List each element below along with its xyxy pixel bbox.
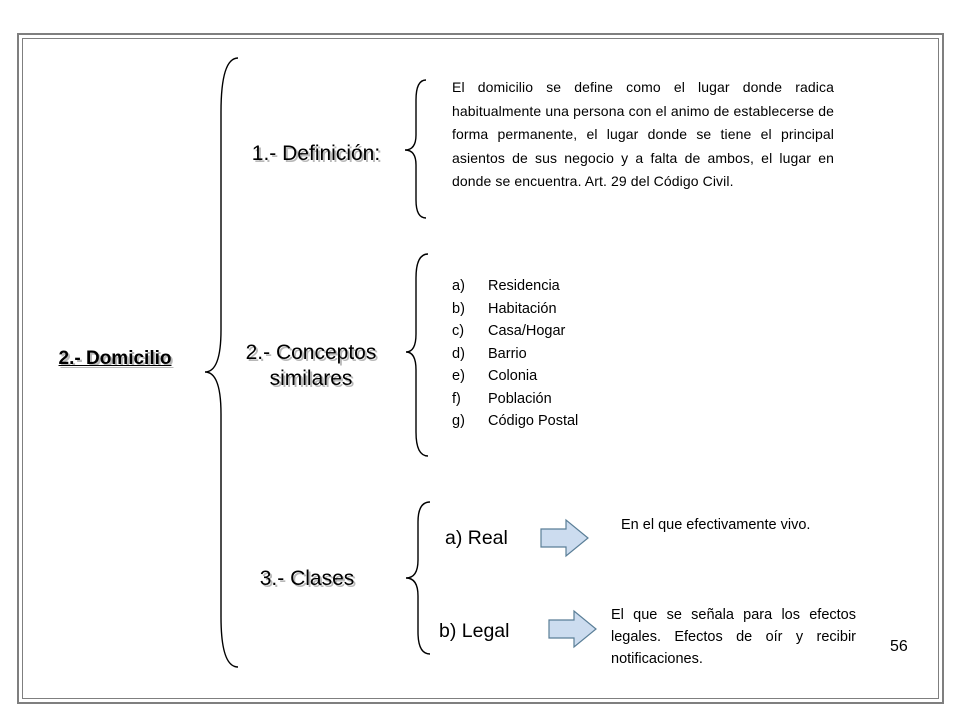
- list-marker: c): [452, 323, 465, 339]
- list-marker: e): [452, 368, 465, 384]
- list-item-label: Código Postal: [488, 413, 579, 429]
- branch-title-line: similares: [269, 367, 353, 390]
- list-item: [452, 388, 578, 411]
- list-marker: d): [452, 345, 465, 362]
- definicion-brace: [405, 80, 426, 218]
- list-item-label: Población: [488, 390, 552, 407]
- list-item: [452, 365, 578, 388]
- class-description-real: En el que efectivamente vivo.: [621, 517, 811, 533]
- branch-title-conceptos: [226, 340, 396, 392]
- branch-title-definicion: 1.- Definición:: [251, 142, 381, 165]
- arrow-right-icon: [541, 520, 588, 556]
- list-marker: b): [452, 300, 465, 317]
- list-item: [452, 275, 578, 298]
- root-title: 2.- Domicilio: [58, 348, 172, 369]
- list-item: [452, 410, 578, 433]
- list-item-label: Residencia: [488, 278, 560, 294]
- list-item-label: Casa/Hogar: [488, 323, 566, 339]
- concepts-list: [452, 275, 578, 433]
- list-marker: f): [452, 390, 461, 407]
- list-item: [452, 320, 578, 343]
- arrow-right-icon: [549, 611, 596, 647]
- class-label-legal: b) Legal: [439, 620, 510, 642]
- page-number: 56: [890, 638, 908, 655]
- list-item-label: Barrio: [488, 345, 527, 362]
- list-item-label: Colonia: [488, 368, 538, 384]
- class-description-legal: El que se señala para los efectos legales. Efectos de oír y recibir notificaciones.: [611, 607, 856, 667]
- list-marker: a): [452, 278, 465, 294]
- branch-title-line: 2.- Conceptos: [245, 341, 377, 364]
- conceptos-brace: [406, 254, 428, 456]
- branch-title-clases: 3.- Clases: [259, 567, 355, 590]
- list-marker: g): [452, 413, 465, 429]
- list-item: [452, 298, 578, 321]
- definition-text: El domicilio se define como el lugar donde radica habitualmente una persona con el animo de establecerse de forma permanente, el lugar donde se tiene el principal asientos de sus negocio y a falta de ambos, el lugar en donde se encuentra. Art. 29 del Código Civil.: [452, 79, 834, 189]
- clases-brace: [406, 502, 430, 654]
- list-item-label: Habitación: [488, 300, 557, 317]
- class-label-real: a) Real: [445, 527, 508, 549]
- list-item: [452, 343, 578, 366]
